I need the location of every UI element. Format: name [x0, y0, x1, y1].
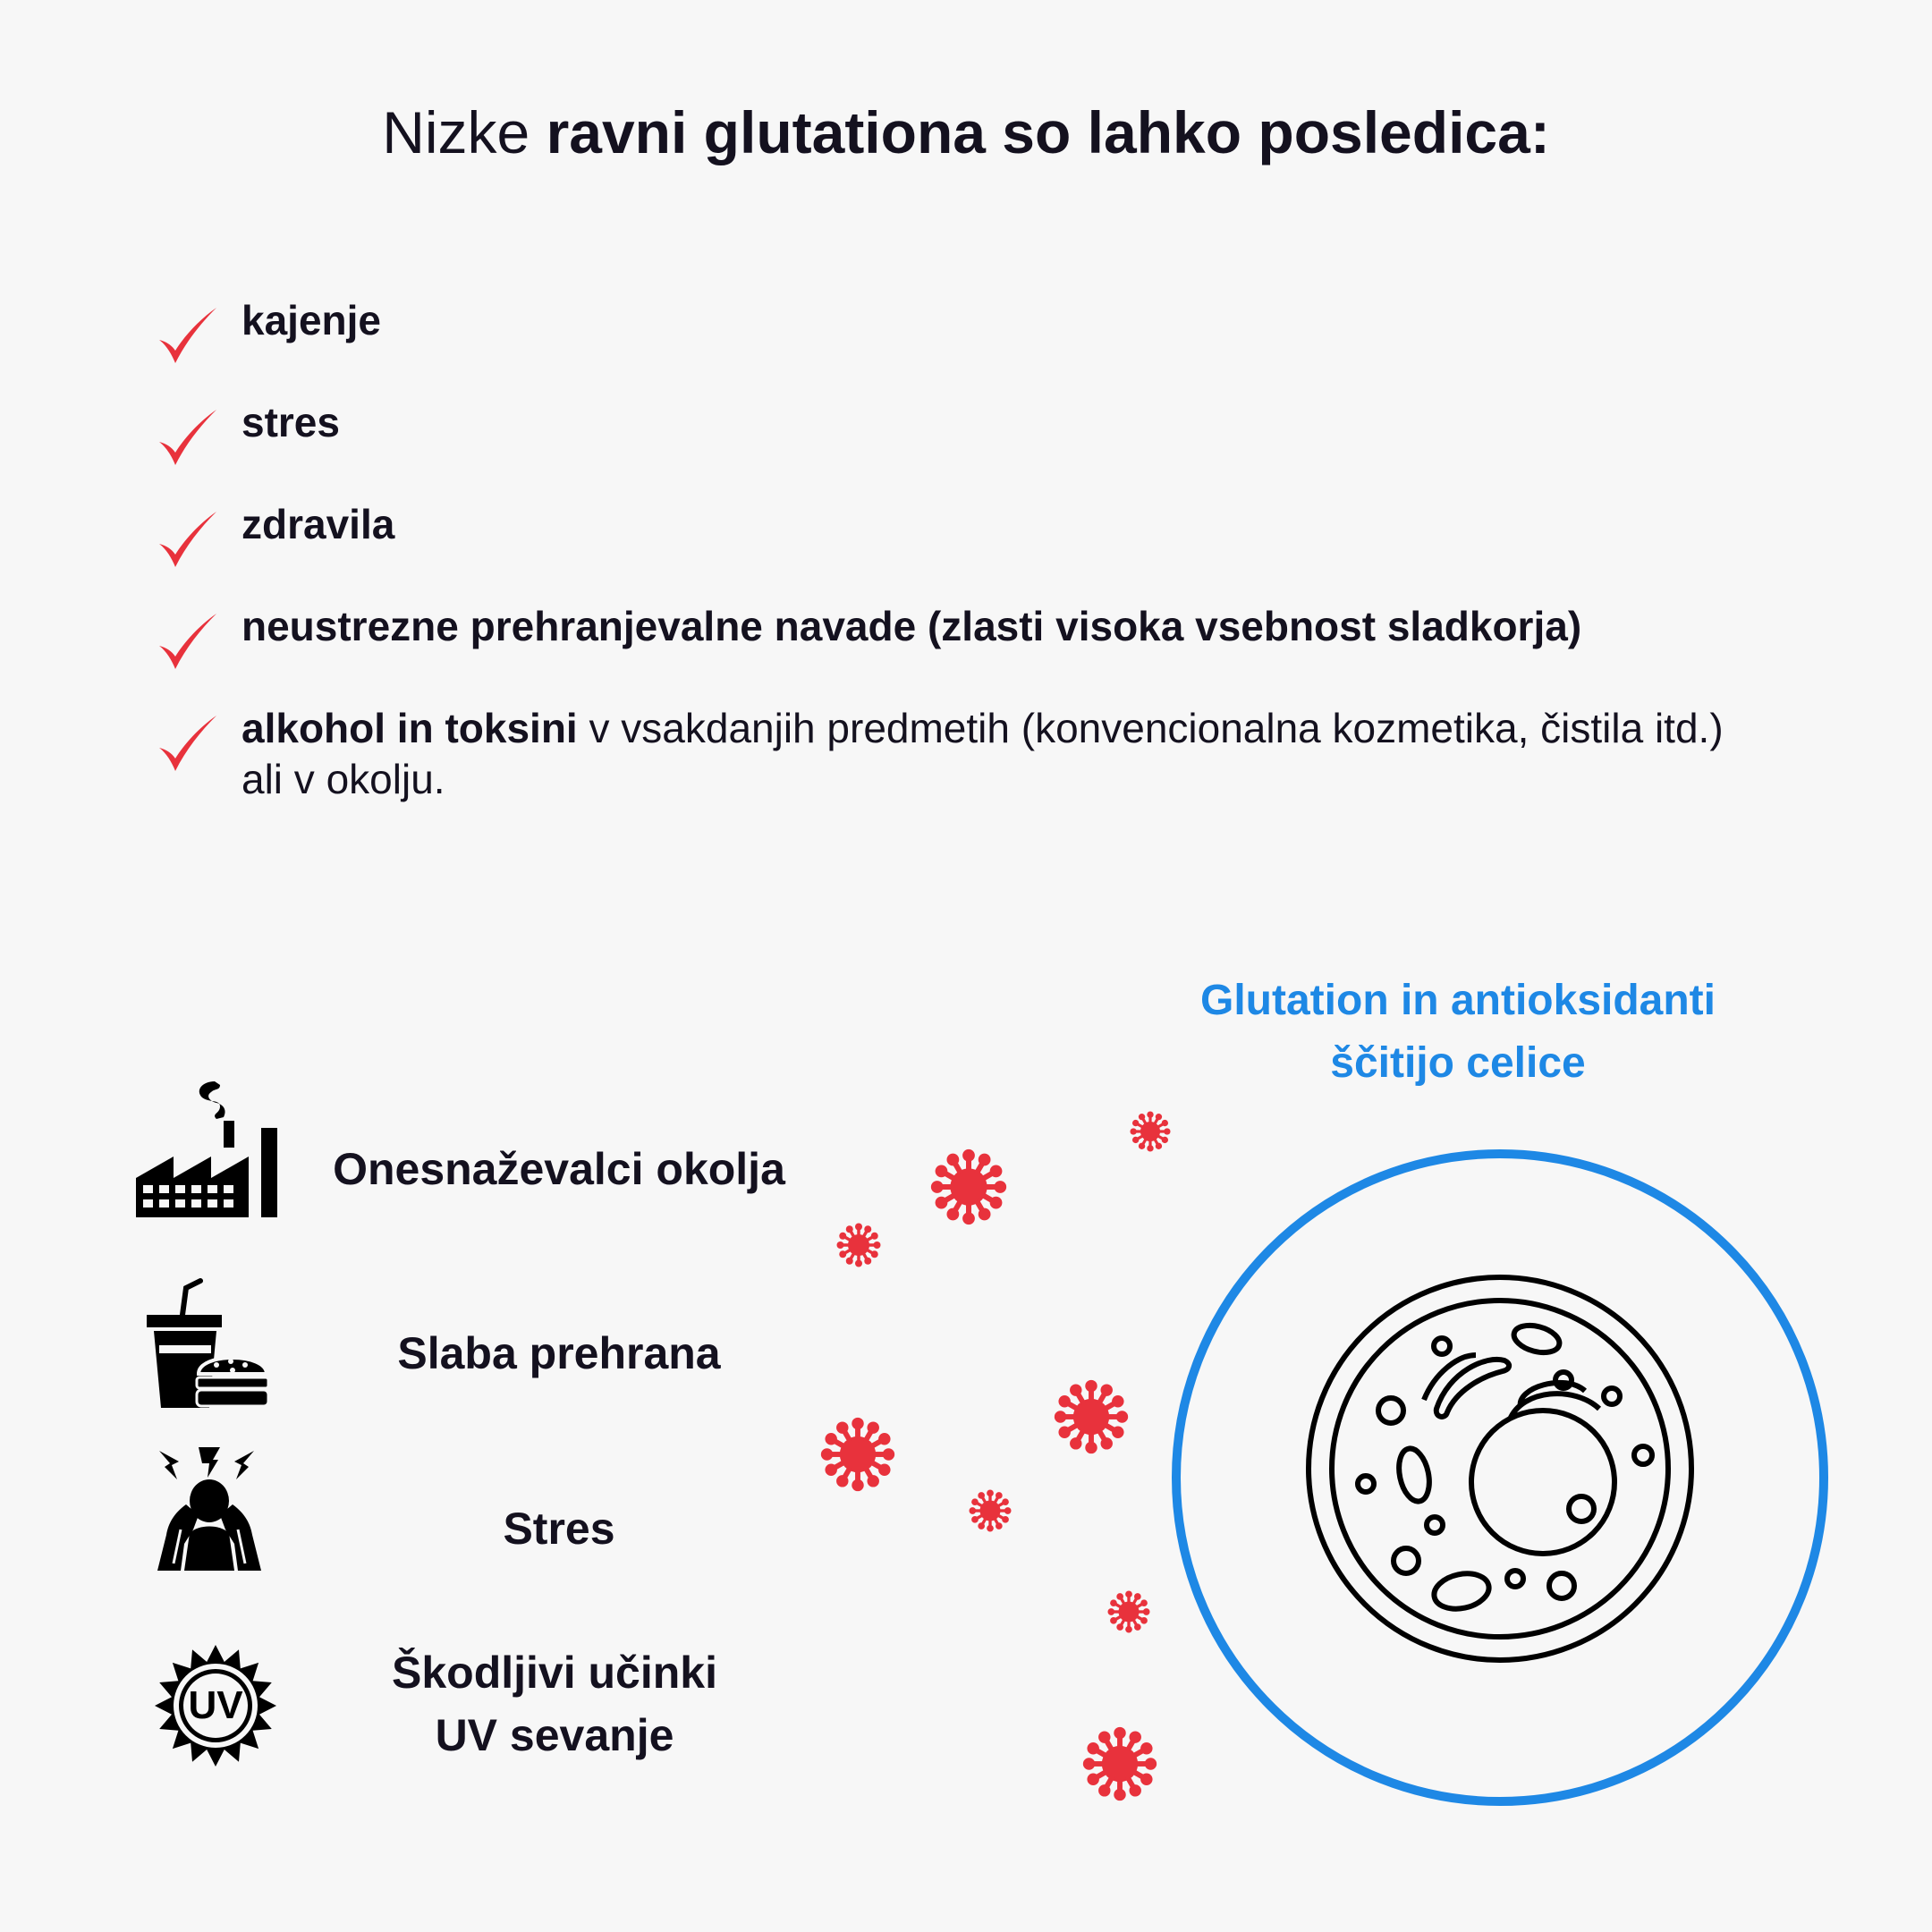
uv-sun-icon — [154, 1644, 277, 1767]
cause-bold: neustrezne prehranjevalne navade (zlasti visoka vsebnost sladkorja) — [242, 603, 1582, 649]
protection-heading-line1: Glutation in antioksidanti — [1200, 977, 1716, 1024]
virus-icon — [969, 1489, 1012, 1532]
virus-icon — [820, 1417, 895, 1492]
factory-icon — [134, 1078, 282, 1217]
cause-bold: stres — [242, 399, 340, 445]
factor-stress-label: Stres — [503, 1504, 615, 1554]
virus-icon — [836, 1223, 881, 1267]
factor-pollution-label: Onesnaževalci okolja — [333, 1144, 785, 1194]
checkmark-icon — [156, 304, 220, 369]
factor-diet-label: Slaba prehrana — [397, 1328, 721, 1378]
protection-heading-line2: ščitijo celice — [1330, 1039, 1586, 1087]
protection-heading — [1100, 970, 1816, 1095]
virus-icon — [930, 1148, 1007, 1225]
cause-rest: v vsakdanjih predmetih (konvencionalna kozmetika, čistila itd.) ali v okolju. — [242, 705, 1724, 802]
cell-diagram — [1172, 1149, 1828, 1806]
virus-icon — [1107, 1590, 1150, 1633]
virus-icon — [1082, 1726, 1157, 1801]
factor-uv-label-line1: Škodljivi učinki — [392, 1648, 717, 1698]
title-bold: ravni glutationa so lahko posledica: — [546, 99, 1550, 165]
cause-bold: zdravila — [242, 501, 395, 547]
virus-icon — [1130, 1111, 1171, 1152]
uv-icon-text: UV — [188, 1683, 243, 1727]
cause-bold: kajenje — [242, 297, 381, 343]
checkmark-icon — [156, 712, 220, 776]
cause-bold: alkohol in toksini — [242, 705, 578, 751]
protective-ring — [1176, 1154, 1824, 1801]
title-regular: Nizke — [382, 99, 530, 165]
checkmark-icon — [156, 508, 220, 572]
checkmark-icon — [156, 406, 220, 470]
cell-icon — [1309, 1277, 1691, 1660]
virus-icon — [1054, 1379, 1129, 1454]
page-title — [0, 97, 1932, 168]
checkmark-icon — [156, 610, 220, 674]
factor-uv-label-line2: UV sevanje — [435, 1710, 674, 1760]
fast-food-icon — [145, 1277, 270, 1410]
stressed-person-icon — [154, 1447, 266, 1574]
protected-cell — [1172, 1149, 1828, 1806]
